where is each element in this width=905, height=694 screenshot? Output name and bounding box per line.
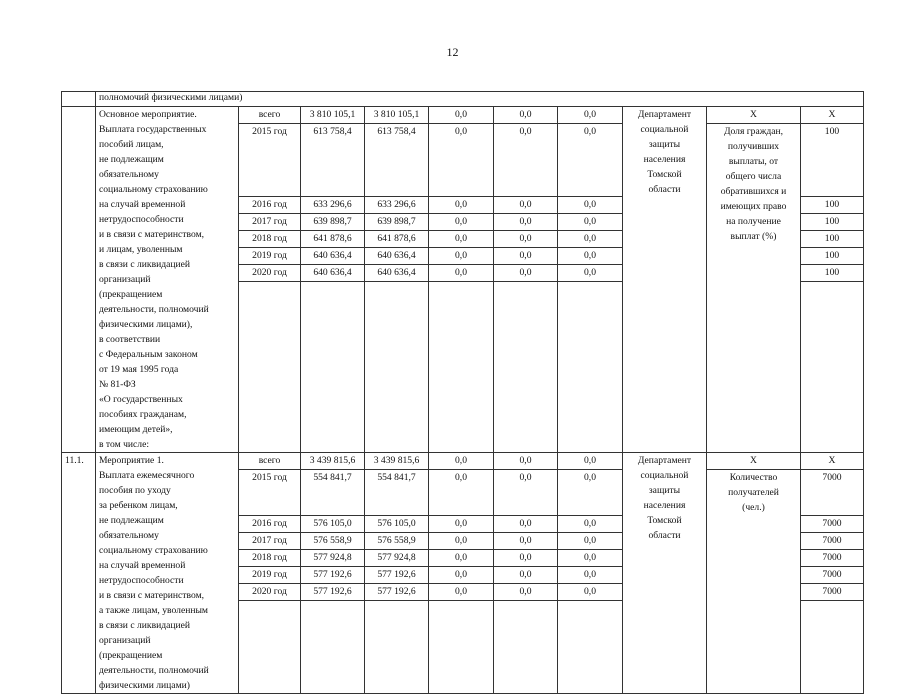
funding-cell: 576 105,0 (365, 516, 429, 533)
funding-cell: 0,0 (558, 567, 623, 584)
funding-cell: 577 924,8 (365, 550, 429, 567)
funding-cell: 0,0 (429, 107, 494, 124)
funding-cell: 640 636,4 (365, 248, 429, 265)
total-cell: 613 758,4 (301, 124, 365, 197)
period-cell: 2019 год (239, 248, 301, 265)
funding-cell: 641 878,6 (365, 231, 429, 248)
funding-cell: 0,0 (558, 107, 623, 124)
funding-cell: 0,0 (429, 214, 494, 231)
item-code: 11.1. (62, 453, 96, 694)
funding-cell: 0,0 (558, 516, 623, 533)
indicator-name-header: Х (707, 107, 801, 124)
funding-cell: 0,0 (429, 516, 494, 533)
funding-cell: 0,0 (494, 470, 558, 516)
period-cell: 2016 год (239, 197, 301, 214)
empty-cell (429, 601, 494, 694)
funding-cell: 0,0 (558, 214, 623, 231)
indicator-value: 100 (801, 248, 864, 265)
empty-cell (301, 601, 365, 694)
period-cell: 2016 год (239, 516, 301, 533)
funding-cell: 0,0 (494, 248, 558, 265)
indicator-value: 100 (801, 124, 864, 197)
funding-cell: 0,0 (494, 231, 558, 248)
funding-cell: 577 192,6 (365, 584, 429, 601)
period-cell: всего (239, 107, 301, 124)
responsible-executor: Департамент социальной защиты населения Томской области (623, 453, 707, 694)
total-cell: 554 841,7 (301, 470, 365, 516)
indicator-value-header: Х (801, 107, 864, 124)
indicator-name: Доля граждан, получивших выплаты, от общего числа обратившихся и имеющих право на получение выплат (%) (707, 124, 801, 453)
funding-cell: 0,0 (494, 550, 558, 567)
empty-cell (558, 601, 623, 694)
period-cell: 2020 год (239, 584, 301, 601)
period-cell: всего (239, 453, 301, 470)
funding-cell: 0,0 (429, 265, 494, 282)
empty-cell (301, 282, 365, 453)
responsible-executor: Департамент социальной защиты населения Томской области (623, 107, 707, 453)
empty-cell (365, 601, 429, 694)
total-cell: 633 296,6 (301, 197, 365, 214)
funding-cell: 0,0 (558, 533, 623, 550)
program-table (61, 91, 864, 694)
item-description: Основное мероприятие. Выплата государственных пособий лицам, не подлежащим обязательному социальному страхованию на случай временной нетрудоспособности и в связи с материнством, и лицам, уволенным в связи с ликвидацией организаций (прекращением деятельности, полномочий физическими лицами), в соответствии с Федеральным законом от 19 мая 1995 года № 81-ФЗ «О государственных пособиях гражданам, имеющим детей», в том числе: (96, 107, 239, 453)
empty-cell (801, 601, 864, 694)
code-cell (62, 92, 96, 107)
indicator-value: 7000 (801, 567, 864, 584)
funding-cell: 0,0 (494, 516, 558, 533)
funding-cell: 576 558,9 (365, 533, 429, 550)
period-cell: 2019 год (239, 567, 301, 584)
funding-cell: 0,0 (429, 248, 494, 265)
indicator-name: Количество получателей (чел.) (707, 470, 801, 694)
funding-cell: 0,0 (429, 567, 494, 584)
total-cell: 3 439 815,6 (301, 453, 365, 470)
total-cell: 577 192,6 (301, 567, 365, 584)
funding-cell: 0,0 (494, 197, 558, 214)
funding-cell: 0,0 (494, 214, 558, 231)
empty-cell (558, 282, 623, 453)
indicator-name-header: Х (707, 453, 801, 470)
funding-cell: 0,0 (558, 584, 623, 601)
indicator-value: 7000 (801, 533, 864, 550)
funding-cell: 639 898,7 (365, 214, 429, 231)
funding-cell: 0,0 (494, 265, 558, 282)
period-cell: 2015 год (239, 124, 301, 197)
funding-cell: 0,0 (429, 550, 494, 567)
total-cell: 640 636,4 (301, 248, 365, 265)
funding-cell: 633 296,6 (365, 197, 429, 214)
funding-cell: 3 810 105,1 (365, 107, 429, 124)
continuation-row (62, 92, 864, 107)
total-cell: 576 558,9 (301, 533, 365, 550)
indicator-value: 7000 (801, 584, 864, 601)
funding-cell: 0,0 (494, 584, 558, 601)
funding-cell: 0,0 (494, 124, 558, 197)
empty-cell (239, 601, 301, 694)
funding-cell: 0,0 (558, 124, 623, 197)
funding-cell: 0,0 (558, 265, 623, 282)
funding-cell: 0,0 (429, 453, 494, 470)
total-cell: 3 810 105,1 (301, 107, 365, 124)
empty-cell (239, 282, 301, 453)
indicator-value: 100 (801, 231, 864, 248)
empty-cell (429, 282, 494, 453)
funding-cell: 0,0 (494, 453, 558, 470)
total-cell: 640 636,4 (301, 265, 365, 282)
period-cell: 2017 год (239, 214, 301, 231)
indicator-value: 100 (801, 265, 864, 282)
period-cell: 2018 год (239, 231, 301, 248)
indicator-value: 7000 (801, 516, 864, 533)
funding-cell: 640 636,4 (365, 265, 429, 282)
period-cell: 2018 год (239, 550, 301, 567)
continuation-text: полномочий физическими лицами) (96, 92, 864, 107)
total-cell: 576 105,0 (301, 516, 365, 533)
total-cell: 577 192,6 (301, 584, 365, 601)
indicator-value: 100 (801, 197, 864, 214)
indicator-value-header: Х (801, 453, 864, 470)
total-cell: 639 898,7 (301, 214, 365, 231)
funding-cell: 0,0 (558, 453, 623, 470)
funding-cell: 0,0 (558, 248, 623, 265)
total-cell: 641 878,6 (301, 231, 365, 248)
funding-cell: 0,0 (429, 124, 494, 197)
funding-cell: 0,0 (558, 470, 623, 516)
funding-cell: 0,0 (429, 470, 494, 516)
period-cell: 2017 год (239, 533, 301, 550)
table-row (62, 453, 864, 470)
empty-cell (365, 282, 429, 453)
funding-cell: 0,0 (558, 550, 623, 567)
funding-cell: 0,0 (558, 197, 623, 214)
funding-cell: 3 439 815,6 (365, 453, 429, 470)
funding-cell: 613 758,4 (365, 124, 429, 197)
funding-cell: 554 841,7 (365, 470, 429, 516)
empty-cell (494, 601, 558, 694)
item-code (62, 107, 96, 453)
funding-cell: 0,0 (429, 533, 494, 550)
item-description: Мероприятие 1. Выплата ежемесячного пособия по уходу за ребенком лицам, не подлежащим обязательному социальному страхованию на случай временной нетрудоспособности и в связи с материнством, а также лицам, уволенным в связи с ликвидацией организаций (прекращением деятельности, полномочий физическими лицами) (96, 453, 239, 694)
funding-cell: 0,0 (494, 107, 558, 124)
funding-cell: 0,0 (558, 231, 623, 248)
empty-cell (801, 282, 864, 453)
funding-cell: 0,0 (494, 533, 558, 550)
indicator-value: 7000 (801, 550, 864, 567)
period-cell: 2020 год (239, 265, 301, 282)
indicator-value: 100 (801, 214, 864, 231)
empty-cell (494, 282, 558, 453)
page-number: 12 (446, 45, 459, 59)
funding-cell: 577 192,6 (365, 567, 429, 584)
funding-cell: 0,0 (429, 197, 494, 214)
period-cell: 2015 год (239, 470, 301, 516)
table-row (62, 107, 864, 124)
indicator-value: 7000 (801, 470, 864, 516)
funding-cell: 0,0 (494, 567, 558, 584)
funding-cell: 0,0 (429, 231, 494, 248)
total-cell: 577 924,8 (301, 550, 365, 567)
funding-cell: 0,0 (429, 584, 494, 601)
